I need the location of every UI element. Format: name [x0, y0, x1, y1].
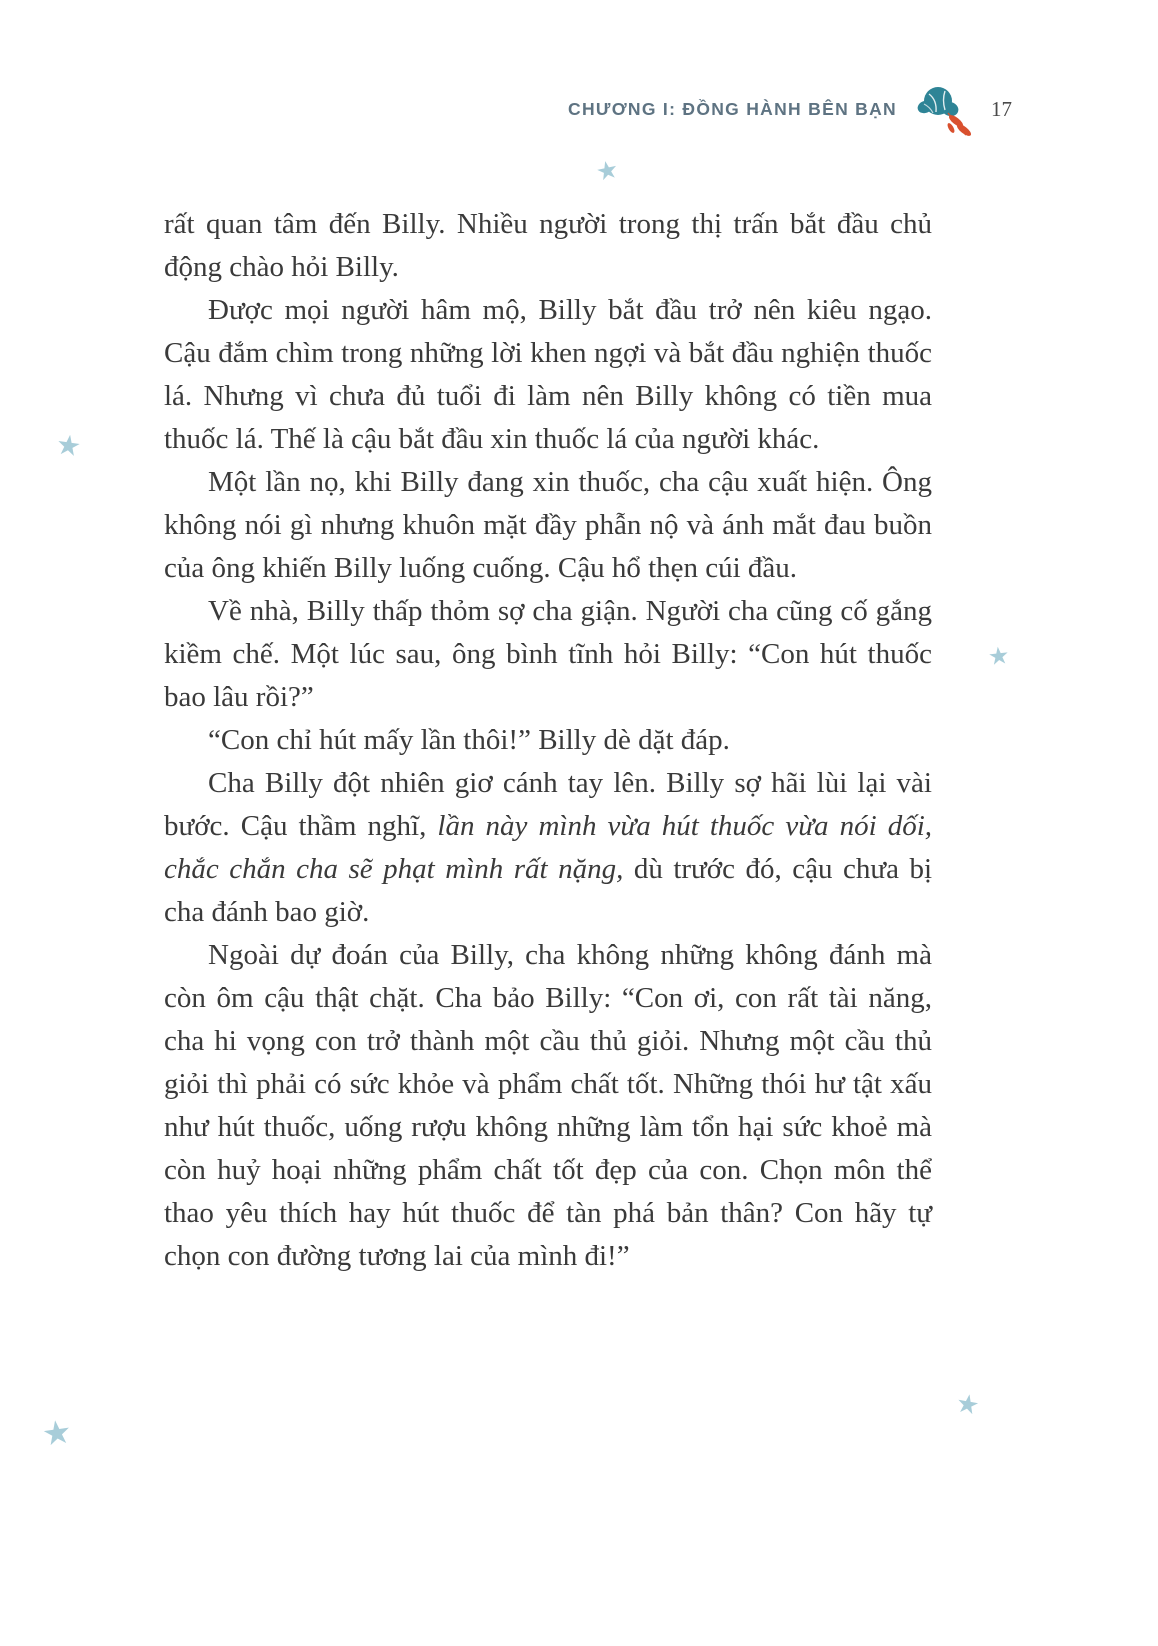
- star-icon: ★: [53, 427, 84, 464]
- star-icon: ★: [953, 1388, 982, 1422]
- paragraphs: [164, 203, 932, 1278]
- paragraph: [164, 719, 932, 762]
- flower-icon: [915, 84, 973, 140]
- page-number: 17: [991, 96, 1012, 121]
- paragraph: [164, 590, 932, 719]
- chapter-title: CHƯƠNG I: ĐỒNG HÀNH BÊN BẠN: [568, 98, 897, 119]
- text-run: Ngoài dự đoán của Billy, cha không những không đánh mà còn ôm cậu thật chặt. Cha bảo Billy: “Con ơi, con rất tài năng, cha hi vọng con trở thành một cầu thủ giỏi. Nhưng một cầu thủ giỏi thì phải có sức khỏe và phẩm chất tốt. Những thói hư tật xấu như hút thuốc, uống rượu không những làm tổn hại sức khoẻ mà còn huỷ hoại những phẩm chất tốt đẹp của con. Chọn môn thể thao yêu thích hay hút thuốc để tàn phá bản thân? Con hãy tự chọn con đường tương lai của mình đi!”: [164, 939, 932, 1272]
- star-icon: ★: [986, 640, 1011, 672]
- italic-text-run: lần này mình vừa hút thuốc vừa nói dối, chắc chắn cha sẽ phạt mình rất nặng,: [164, 810, 932, 885]
- text-run: Một lần nọ, khi Billy đang xin thuốc, cha cậu xuất hiện. Ông không nói gì nhưng khuôn mặt đầy phẫn nộ và ánh mắt đau buồn của ông khiến Billy luống cuống. Cậu hổ thẹn cúi đầu.: [164, 466, 932, 584]
- star-icon: ★: [39, 1411, 75, 1454]
- paragraph: [164, 934, 932, 1278]
- star-icon: ★: [593, 153, 622, 188]
- text-run: Cha Billy đột nhiên giơ cánh tay lên. Billy sợ hãi lùi lại vài bước. Cậu thầm nghĩ,: [164, 767, 932, 842]
- text-run: rất quan tâm đến Billy. Nhiều người trong thị trấn bắt đầu chủ động chào hỏi Billy.: [164, 208, 932, 283]
- text-run: dù trước đó, cậu chưa bị cha đánh bao giờ.: [164, 853, 933, 928]
- text-run: “Con chỉ hút mấy lần thôi!” Billy dè dặt đáp.: [208, 724, 730, 756]
- paragraph: [164, 762, 932, 934]
- page-header: [568, 84, 1012, 140]
- text-run: Về nhà, Billy thấp thỏm sợ cha giận. Người cha cũng cố gắng kiềm chế. Một lúc sau, ông bình tĩnh hỏi Billy: “Con hút thuốc bao lâu rồi?”: [164, 595, 932, 713]
- text-run: Được mọi người hâm mộ, Billy bắt đầu trở nên kiêu ngạo. Cậu đắm chìm trong những lời khen ngợi và bắt đầu nghiện thuốc lá. Nhưng vì chưa đủ tuổi đi làm nên Billy không có tiền mua thuốc lá. Thế là cậu bắt đầu xin thuốc lá của người khác.: [164, 294, 932, 455]
- paragraph: [164, 203, 932, 289]
- paragraph: [164, 289, 932, 461]
- paragraph: [164, 461, 932, 590]
